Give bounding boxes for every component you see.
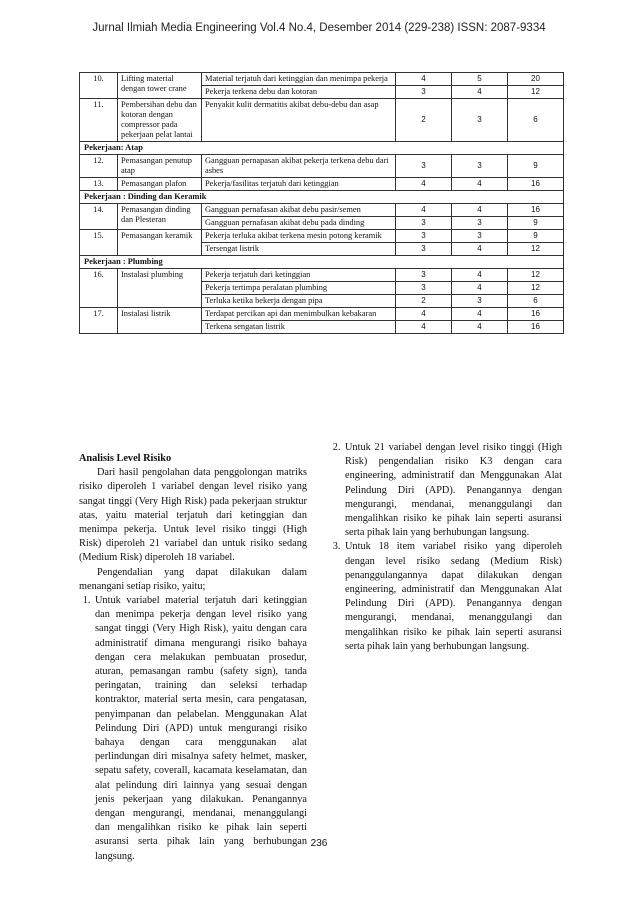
table-row [80, 308, 564, 321]
risk-table [79, 72, 564, 334]
likelihood-cell: 3 [396, 282, 452, 295]
risk-score-cell: 9 [508, 217, 564, 230]
likelihood-cell: 4 [396, 204, 452, 217]
activity-cell: Instalasi plumbing [118, 269, 202, 308]
row-number: 11. [80, 99, 118, 142]
row-number: 17. [80, 308, 118, 334]
hazard-cell: Tersengat listrik [202, 243, 396, 256]
activity-cell: Pembersihan debu dan kotoran dengan compressor pada pekerjaan pelat lantai [118, 99, 202, 142]
row-number: 15. [80, 230, 118, 256]
table-row [80, 155, 564, 178]
section-heading: Analisis Level Risiko [79, 453, 172, 464]
severity-cell: 4 [452, 178, 508, 191]
severity-cell: 3 [452, 295, 508, 308]
activity-cell: Pemasangan penutup atap [118, 155, 202, 178]
likelihood-cell: 4 [396, 321, 452, 334]
risk-score-cell: 12 [508, 243, 564, 256]
control-item-text: Untuk variabel material terjatuh dari ketinggian dan menimpa pekerja dengan level risiko yang sangat tinggi (Very High Risk), yaitu dengan cara administratif dimana mengurangi risiko bahaya dengan cera melakukan pembuatan prosedur, aturan, pemasangan rambu (safety sign), tanda peringatan, training dan seleksi terhadap kontraktor, material serta mesin, cara pengatasan, penyimpanan dan pelabelan. Menggunakan Alat Pelindung Diri (APD) untuk mengurangi risiko bahaya dengan cara menggunakan alat perlindungan diri misalnya safety helmet, masker, sepatu safety, coverall, kacamata keselamatan, dan alat pelindung diri lainnya yang sesuai dengan jenis pekerjaan yang dilakukan. Penangannya dengan mengurangi, mendanai, menanggulangi dan mengalihkan risiko ke pihak lain seperti asuransi serta pihak lain yang berhubungan langsung. [95, 595, 307, 862]
hazard-cell: Terdapat percikan api dan menimbulkan kebakaran [202, 308, 396, 321]
likelihood-cell: 4 [396, 178, 452, 191]
section-title: Pekerjaan : Dinding dan Keramik [80, 191, 564, 204]
likelihood-cell: 3 [396, 155, 452, 178]
likelihood-cell: 3 [396, 230, 452, 243]
table-section-row [80, 191, 564, 204]
left-column [79, 452, 307, 864]
severity-cell: 5 [452, 73, 508, 86]
risk-score-cell: 9 [508, 230, 564, 243]
row-number: 10. [80, 73, 118, 99]
table-row [80, 178, 564, 191]
risk-score-cell: 12 [508, 282, 564, 295]
control-intro: Pengendalian yang dapat dilakukan dalam menangani setiap risiko, yaitu; [79, 566, 307, 592]
risk-score-cell: 12 [508, 269, 564, 282]
table-row [80, 269, 564, 282]
likelihood-cell: 3 [396, 86, 452, 99]
hazard-cell: Pekerja terkena debu dan kotoran [202, 86, 396, 99]
table-row [80, 99, 564, 142]
analysis-paragraph: Dari hasil pengolahan data penggolongan matriks risiko diperoleh 1 variabel dengan level risiko yang sangat tinggi (Very High Risk) pada pekerjaan struktur atas, yaitu material terjatuh dari ketinggian dan menimpa pekerja. Untuk level risiko tinggi (High Risk) diperoleh 21 variabel dan untuk risiko sedang (Medium Risk) diperoleh 18 variabel. [79, 467, 307, 564]
row-number: 12. [80, 155, 118, 178]
control-list-continued [329, 441, 562, 654]
hazard-cell: Pekerja/fasilitas terjatuh dari ketinggian [202, 178, 396, 191]
risk-score-cell: 6 [508, 295, 564, 308]
hazard-cell: Penyakit kulit dermatitis akibat debu-debu dan asap [202, 99, 396, 142]
activity-cell: Pemasangan keramik [118, 230, 202, 256]
severity-cell: 3 [452, 217, 508, 230]
right-column [329, 441, 562, 654]
section-title: Pekerjaan: Atap [80, 142, 564, 155]
risk-score-cell: 16 [508, 178, 564, 191]
severity-cell: 4 [452, 282, 508, 295]
risk-score-cell: 16 [508, 321, 564, 334]
row-number: 14. [80, 204, 118, 230]
hazard-cell: Gangguan pernafasan akibat debu pasir/semen [202, 204, 396, 217]
likelihood-cell: 2 [396, 295, 452, 308]
likelihood-cell: 3 [396, 217, 452, 230]
control-item-medium [343, 540, 562, 654]
journal-header: Jurnal Ilmiah Media Engineering Vol.4 No.4, Desember 2014 (229-238) ISSN: 2087-9334 [92, 22, 546, 34]
control-list [79, 594, 307, 864]
severity-cell: 4 [452, 243, 508, 256]
activity-cell: Pemasangan plafon [118, 178, 202, 191]
risk-score-cell: 16 [508, 204, 564, 217]
table-row [80, 230, 564, 243]
hazard-cell: Pekerja terluka akibat terkena mesin potong keramik [202, 230, 396, 243]
hazard-cell: Terluka ketika bekerja dengan pipa [202, 295, 396, 308]
page-number: 236 [310, 838, 328, 849]
severity-cell: 4 [452, 86, 508, 99]
row-number: 16. [80, 269, 118, 308]
risk-score-cell: 9 [508, 155, 564, 178]
control-item-high [343, 441, 562, 540]
section-title: Pekerjaan : Plumbing [80, 256, 564, 269]
severity-cell: 4 [452, 321, 508, 334]
likelihood-cell: 3 [396, 269, 452, 282]
table-section-row [80, 256, 564, 269]
risk-score-cell: 16 [508, 308, 564, 321]
severity-cell: 3 [452, 99, 508, 142]
likelihood-cell: 4 [396, 308, 452, 321]
table-row [80, 73, 564, 86]
likelihood-cell: 3 [396, 243, 452, 256]
severity-cell: 4 [452, 308, 508, 321]
activity-cell: Lifting material dengan tower crane [118, 73, 202, 99]
control-item-very-high [93, 594, 307, 864]
likelihood-cell: 2 [396, 99, 452, 142]
hazard-cell: Material terjatuh dari ketinggian dan menimpa pekerja [202, 73, 396, 86]
table-section-row [80, 142, 564, 155]
activity-cell: Instalasi listrik [118, 308, 202, 334]
control-item-text: Untuk 18 item variabel risiko yang diperoleh dengan level risiko sedang (Medium Risk) penanggulangannya dapat dilakukan dengan engineering, administratif dan Menggunakan Alat Pelindung Diri (APD). Penangannya dengan mengurangi, mendanai, menanggulangi dan mengalihkan risiko ke pihak lain seperti asuransi serta pihak lain yang berhubungan langsung. [345, 541, 562, 652]
hazard-cell: Gangguan pernafasan akibat debu pada dinding [202, 217, 396, 230]
likelihood-cell: 4 [396, 73, 452, 86]
table-row [80, 204, 564, 217]
severity-cell: 4 [452, 204, 508, 217]
row-number: 13. [80, 178, 118, 191]
severity-cell: 3 [452, 230, 508, 243]
hazard-cell: Gangguan pernapasan akibat pekerja terkena debu dari asbes [202, 155, 396, 178]
activity-cell: Pemasangan dinding dan Plesteran [118, 204, 202, 230]
risk-score-cell: 12 [508, 86, 564, 99]
risk-score-cell: 20 [508, 73, 564, 86]
risk-table-body [80, 73, 564, 334]
hazard-cell: Terkena sengatan listrik [202, 321, 396, 334]
severity-cell: 4 [452, 269, 508, 282]
hazard-cell: Pekerja tertimpa peralatan plumbing [202, 282, 396, 295]
severity-cell: 3 [452, 155, 508, 178]
control-item-text: Untuk 21 variabel dengan level risiko tinggi (High Risk) pengendalian risiko K3 dengan cara engineering, administratif dan Menggunakan Alat Pelindung Diri (APD). Penangannya dengan mengurangi, mendanai, menanggulangi dan mengalihkan risiko ke pihak lain seperti asuransi serta pihak lain yang berhubungan langsung. [345, 442, 562, 539]
risk-score-cell: 6 [508, 99, 564, 142]
hazard-cell: Pekerja terjatuh dari ketinggian [202, 269, 396, 282]
